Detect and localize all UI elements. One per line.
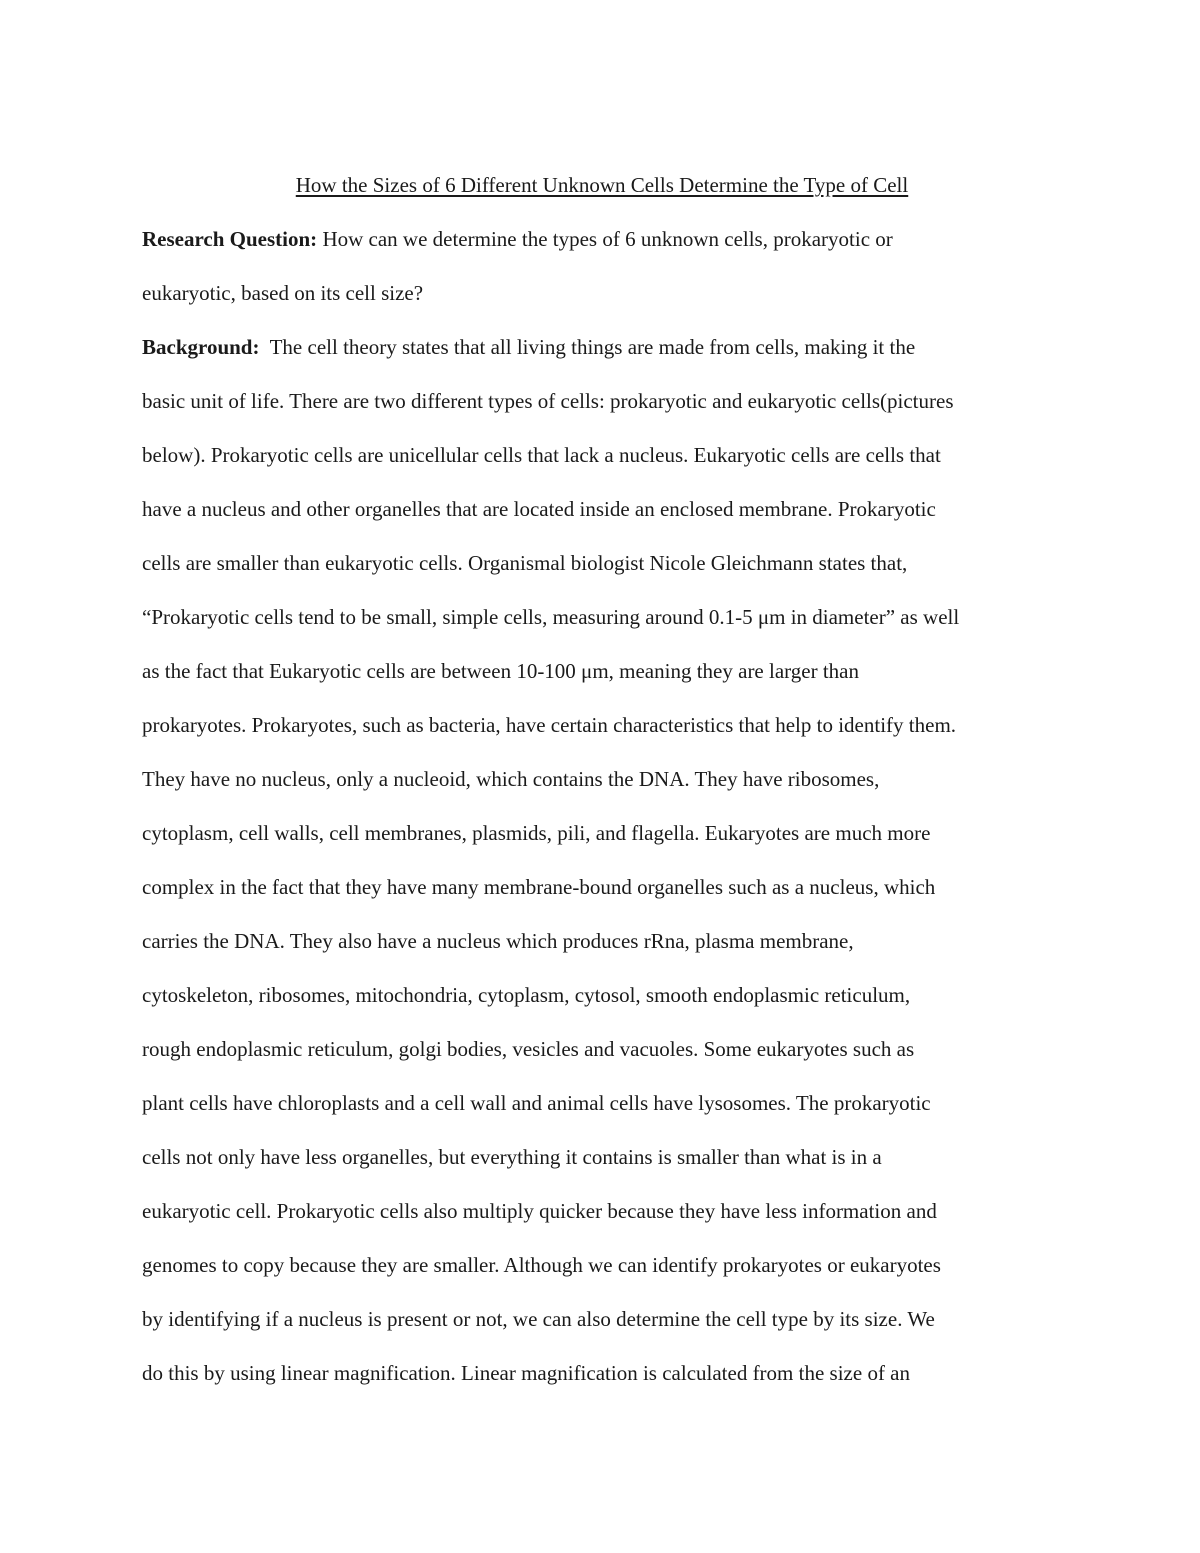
paragraph-line: genomes to copy because they are smaller. Although we can identify prokaryotes or eukaryotes <box>142 1253 941 1277</box>
paragraph-line <box>142 320 1062 374</box>
paragraph-line: prokaryotes. Prokaryotes, such as bacteria, have certain characteristics that help to identify them. <box>142 713 957 737</box>
paragraph-line: “Prokaryotic cells tend to be small, simple cells, measuring around 0.1-5 μm in diameter” as well <box>142 605 960 629</box>
paragraph-line: cells not only have less organelles, but everything it contains is smaller than what is in a <box>142 1145 882 1169</box>
background-label: Background: <box>142 335 260 359</box>
paragraph-line: do this by using linear magnification. Linear magnification is calculated from the size of an <box>142 1361 911 1385</box>
research-question-paragraph <box>142 212 1062 320</box>
paragraph-line: below). Prokaryotic cells are unicellular cells that lack a nucleus. Eukaryotic cells are cells that <box>142 443 941 467</box>
document-title: How the Sizes of 6 Different Unknown Cells Determine the Type of Cell <box>295 173 909 197</box>
paragraph-line: eukaryotic, based on its cell size? <box>142 281 424 305</box>
paragraph-line: cytoskeleton, ribosomes, mitochondria, cytoplasm, cytosol, smooth endoplasmic reticulum, <box>142 983 911 1007</box>
paragraph-line: cytoplasm, cell walls, cell membranes, plasmids, pili, and flagella. Eukaryotes are much more <box>142 821 931 845</box>
paragraph-line: They have no nucleus, only a nucleoid, which contains the DNA. They have ribosomes, <box>142 767 880 791</box>
research-question-label: Research Question: <box>142 227 318 251</box>
paragraph-line: plant cells have chloroplasts and a cell wall and animal cells have lysosomes. The prokaryotic <box>142 1091 931 1115</box>
document-body <box>142 158 1062 1400</box>
paragraph-line: by identifying if a nucleus is present or not, we can also determine the cell type by its size. We <box>142 1307 935 1331</box>
paragraph-line: have a nucleus and other organelles that are located inside an enclosed membrane. Prokaryotic <box>142 497 936 521</box>
paragraph-line <box>142 212 1062 266</box>
paragraph-line: carries the DNA. They also have a nucleus which produces rRna, plasma membrane, <box>142 929 854 953</box>
paragraph-line: as the fact that Eukaryotic cells are between 10-100 μm, meaning they are larger than <box>142 659 859 683</box>
line-text: The cell theory states that all living things are made from cells, making it the <box>269 335 916 359</box>
paragraph-line: basic unit of life. There are two different types of cells: prokaryotic and eukaryotic cells(pictures <box>142 389 954 413</box>
paragraph-line: rough endoplasmic reticulum, golgi bodies, vesicles and vacuoles. Some eukaryotes such as <box>142 1037 915 1061</box>
line-text: How can we determine the types of 6 unknown cells, prokaryotic or <box>322 227 893 251</box>
paragraph-line: cells are smaller than eukaryotic cells. Organismal biologist Nicole Gleichmann states that, <box>142 551 908 575</box>
background-paragraph <box>142 320 1062 1400</box>
paragraph-line: eukaryotic cell. Prokaryotic cells also multiply quicker because they have less information and <box>142 1199 937 1223</box>
paragraph-line: complex in the fact that they have many membrane-bound organelles such as a nucleus, which <box>142 875 936 899</box>
